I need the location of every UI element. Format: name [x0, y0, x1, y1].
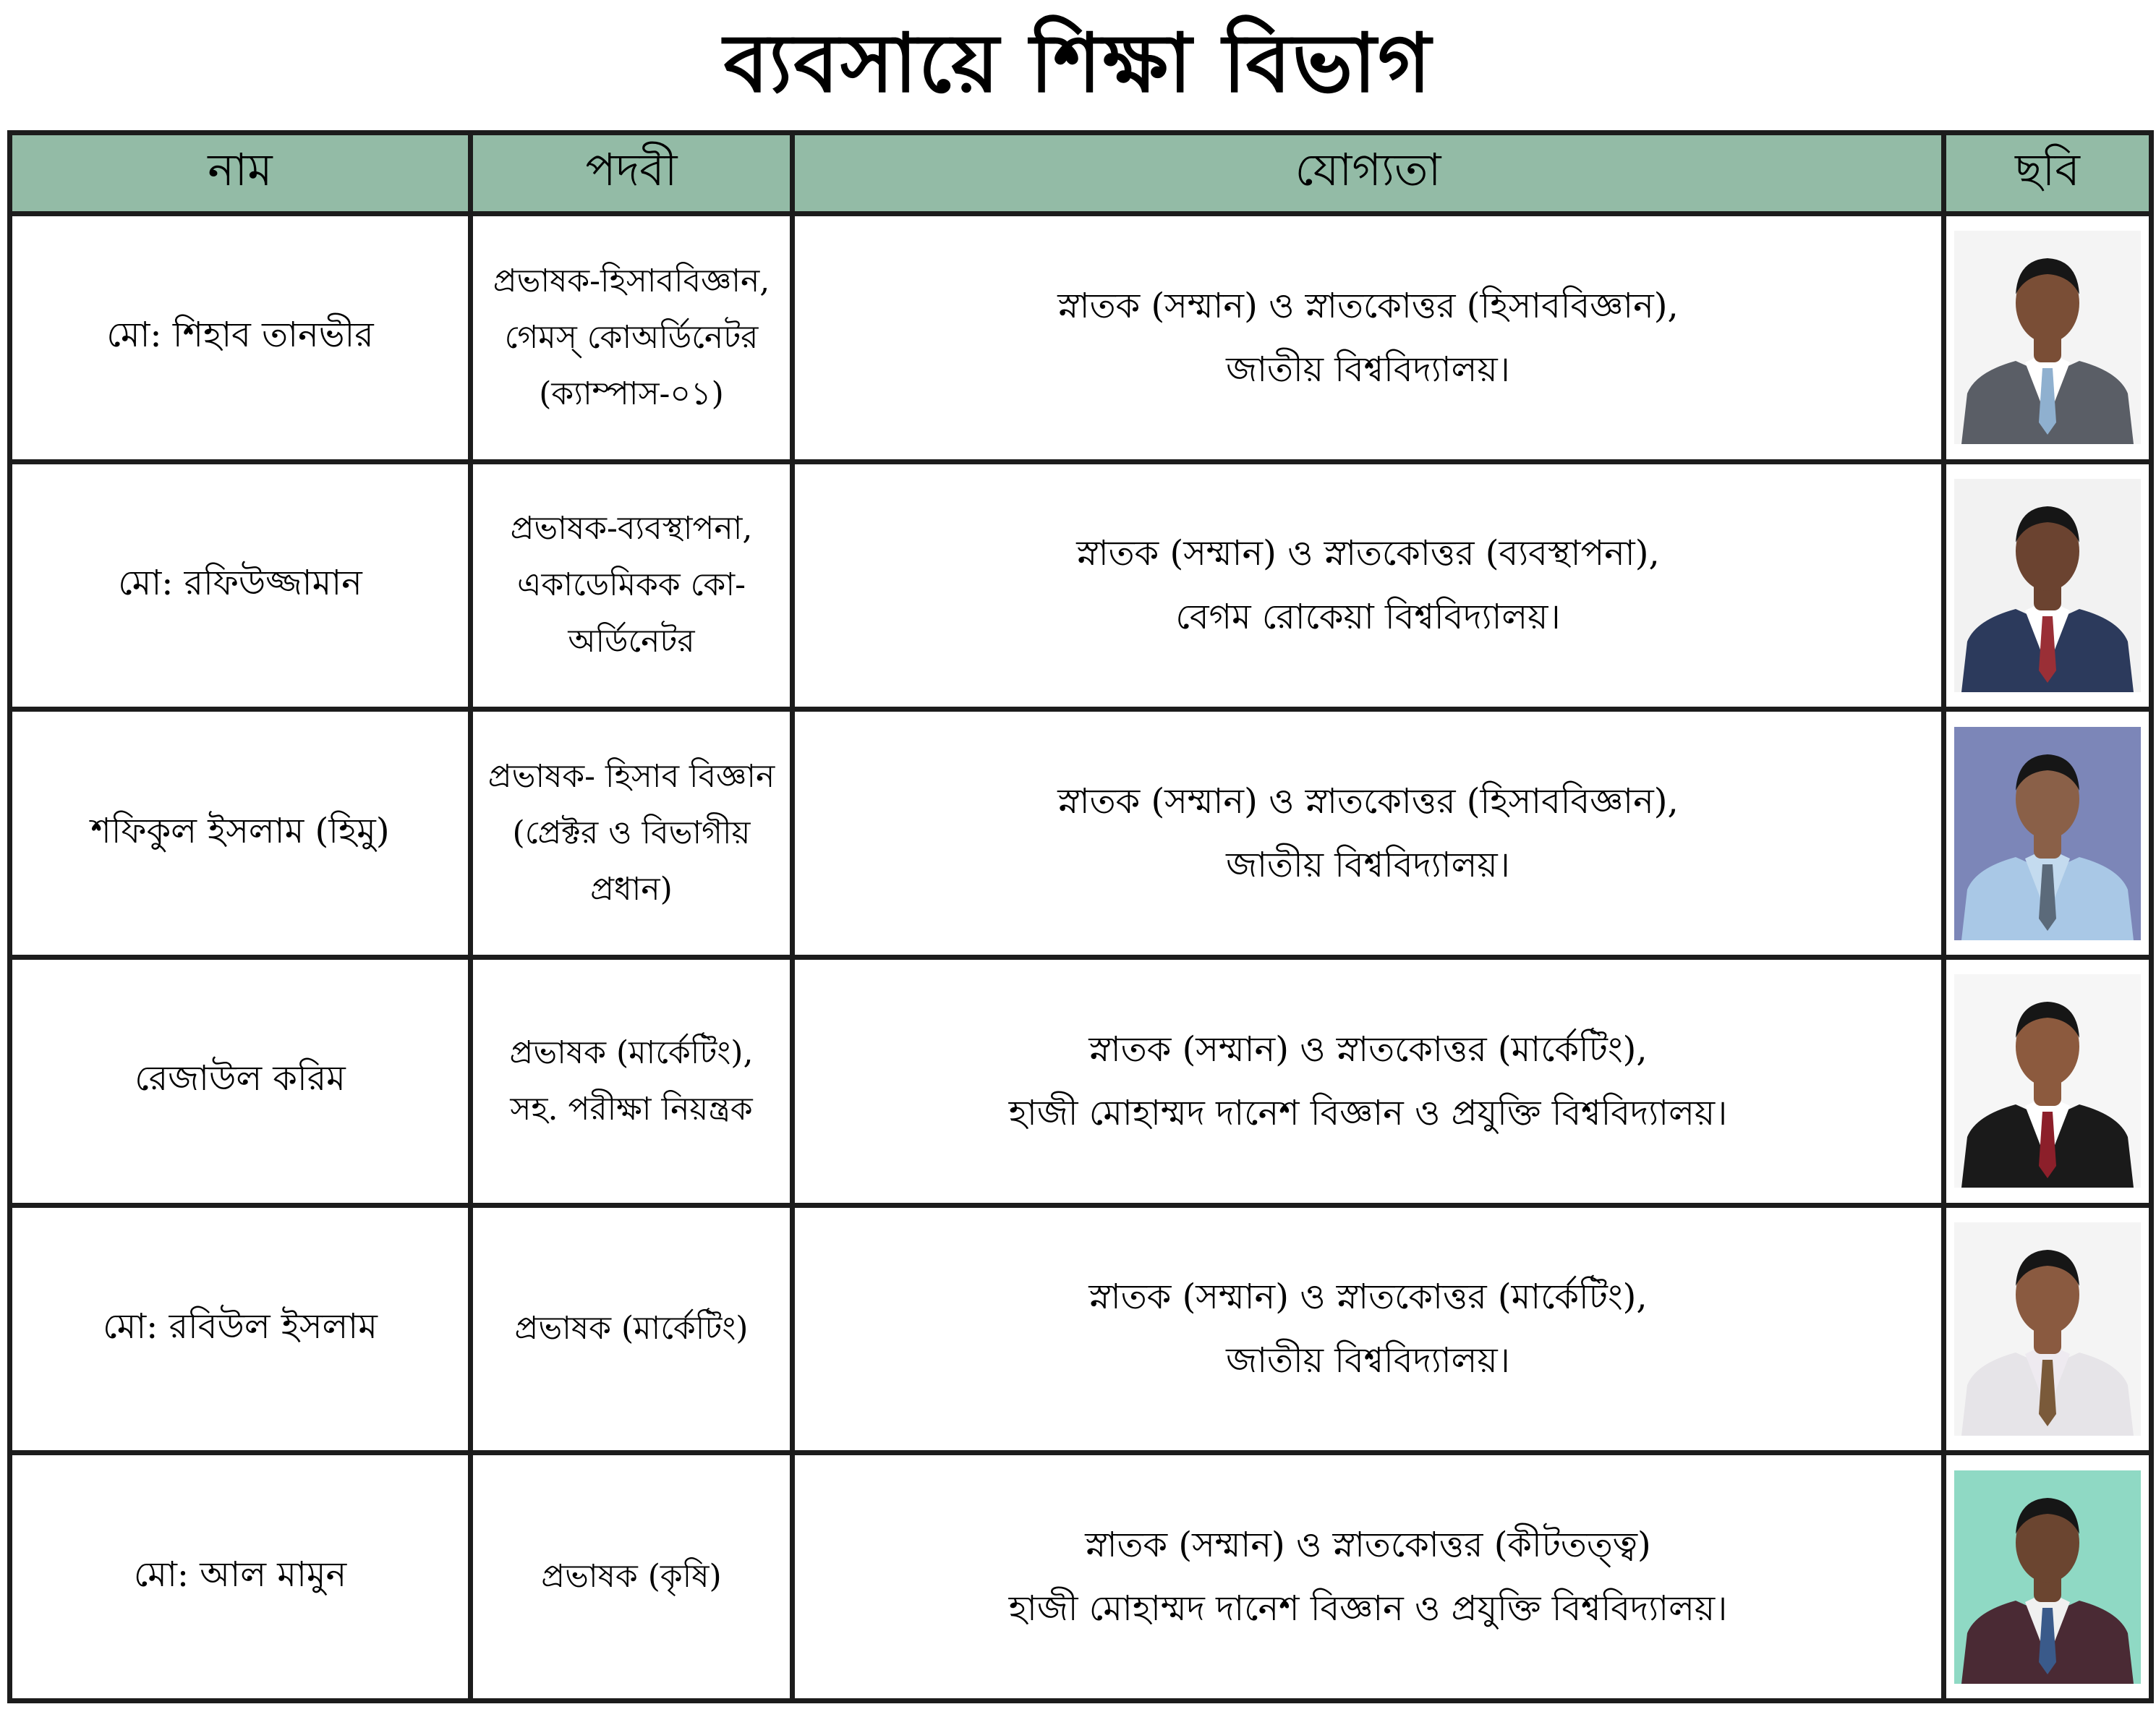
- staff-photo: [1954, 974, 2141, 1188]
- staff-photo-cell: [1944, 461, 2152, 710]
- staff-photo-cell: [1944, 710, 2152, 958]
- designation-line: প্রভাষক (মার্কেটিং),: [509, 1034, 754, 1071]
- staff-photo: [1954, 1470, 2141, 1684]
- staff-qualification: [793, 1205, 1944, 1453]
- qualification-line: জাতীয় বিশ্ববিদ্যালয়।: [1226, 349, 1510, 390]
- staff-photo: [1954, 1222, 2141, 1436]
- designation-line: একাডেমিকক কো-: [517, 566, 746, 604]
- qualification-line: স্নাতক (সম্মান) ও স্নাতকোত্তর (মার্কেটিং),: [1088, 1277, 1648, 1318]
- designation-line: প্রভাষক (কৃষি): [541, 1558, 722, 1596]
- designation-line: অর্ডিনেটর: [568, 623, 695, 660]
- staff-photo-cell: [1944, 214, 2152, 462]
- designation-line: প্রধান): [590, 871, 673, 908]
- header-photo: ছবি: [1944, 133, 2152, 214]
- table-row: [10, 214, 2152, 462]
- qualification-line: স্নাতক (সম্মান) ও স্নাতকোত্তর (কীটতত্ত্ব): [1085, 1525, 1651, 1566]
- staff-designation: [471, 461, 793, 710]
- staff-photo-cell: [1944, 1205, 2152, 1453]
- table-row: [10, 1453, 2152, 1701]
- designation-line: প্রভাষক-হিসাববিজ্ঞান,: [493, 262, 770, 299]
- page-title: ব্যবসায়ে শিক্ষা বিভাগ: [723, 16, 1433, 111]
- designation-line: প্রভাষক (মার্কেটিং): [514, 1310, 749, 1347]
- qualification-line: স্নাতক (সম্মান) ও স্নাতকোত্তর (হিসাববিজ্ঞান),: [1057, 285, 1679, 326]
- qualification-line: স্নাতক (সম্মান) ও স্নাতকোত্তর (ব্যবস্থাপনা),: [1076, 533, 1660, 574]
- staff-photo: [1954, 727, 2141, 940]
- qualification-line: জাতীয় বিশ্ববিদ্যালয়।: [1226, 845, 1510, 886]
- staff-photo-cell: [1944, 957, 2152, 1205]
- header-name: নাম: [10, 133, 471, 214]
- qualification-line: জাতীয় বিশ্ববিদ্যালয়।: [1226, 1340, 1510, 1381]
- staff-designation: [471, 214, 793, 462]
- designation-line: গেমস্ কোঅর্ডিনেটর: [504, 318, 759, 356]
- staff-designation: [471, 710, 793, 958]
- staff-qualification: [793, 461, 1944, 710]
- table-row: [10, 461, 2152, 710]
- qualification-line: স্নাতক (সম্মান) ও স্নাতকোত্তর (মার্কেটিং),: [1088, 1029, 1648, 1070]
- qualification-line: স্নাতক (সম্মান) ও স্নাতকোত্তর (হিসাববিজ্ঞান),: [1057, 781, 1679, 822]
- staff-designation: [471, 957, 793, 1205]
- staff-photo: [1954, 231, 2141, 444]
- staff-photo: [1954, 479, 2141, 692]
- staff-qualification: [793, 214, 1944, 462]
- staff-name: রেজাউল করিম: [10, 957, 471, 1205]
- qualification-line: বেগম রোকেয়া বিশ্ববিদ্যালয়।: [1175, 597, 1561, 638]
- staff-qualification: [793, 710, 1944, 958]
- header-designation: পদবী: [471, 133, 793, 214]
- designation-line: প্রভাষক-ব্যবস্থাপনা,: [510, 510, 753, 548]
- table-row: [10, 1205, 2152, 1453]
- staff-designation: [471, 1453, 793, 1701]
- designation-line: (ক্যাম্পাস-০১): [539, 375, 724, 412]
- table-header-row: [10, 133, 2152, 214]
- qualification-line: হাজী মোহাম্মদ দানেশ বিজ্ঞান ও প্রযুক্তি বিশ্ববিদ্যালয়।: [1008, 1588, 1728, 1630]
- staff-designation: [471, 1205, 793, 1453]
- designation-line: সহ. পরীক্ষা নিয়ন্ত্রক: [510, 1090, 753, 1128]
- staff-photo-cell: [1944, 1453, 2152, 1701]
- table-row: [10, 957, 2152, 1205]
- staff-table: [7, 130, 2154, 1703]
- staff-qualification: [793, 957, 1944, 1205]
- staff-name: মো: রফিউজ্জামান: [10, 461, 471, 710]
- designation-line: প্রভাষক- হিসাব বিজ্ঞান: [487, 758, 775, 796]
- qualification-line: হাজী মোহাম্মদ দানেশ বিজ্ঞান ও প্রযুক্তি বিশ্ববিদ্যালয়।: [1008, 1092, 1728, 1133]
- staff-name: মো: শিহাব তানভীর: [10, 214, 471, 462]
- staff-name: মো: আল মামুন: [10, 1453, 471, 1701]
- staff-qualification: [793, 1453, 1944, 1701]
- designation-line: (প্রেক্টর ও বিভাগীয়: [512, 814, 751, 852]
- staff-name: মো: রবিউল ইসলাম: [10, 1205, 471, 1453]
- staff-name: শফিকুল ইসলাম (হিমু): [10, 710, 471, 958]
- header-qualification: যোগ্যতা: [793, 133, 1944, 214]
- table-body: [10, 214, 2152, 1701]
- table-row: [10, 710, 2152, 958]
